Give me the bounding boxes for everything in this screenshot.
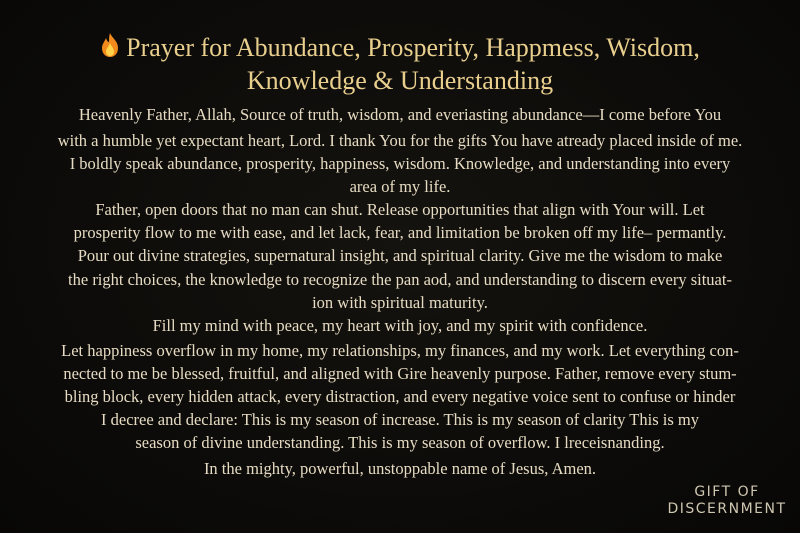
prayer-line: Fill my mind with peace, my heart with joy, and my spirit with confidence. [152, 316, 648, 335]
title-line-1 [20, 32, 780, 65]
prayer-line: the right choices, the knowledge to recognize the pan aod, and understanding to discern every situat- [68, 270, 732, 289]
prayer-line: bling block, every hidden attack, every distraction, and every negative voice sent to confuse or hinder [64, 387, 736, 406]
prayer-line: Heavenly Father, Allah, Source of truth, wisdom, and everiasting abundance—I come before You [78, 105, 722, 124]
prayer-line: I boldly speak abundance, prosperity, happiness, wisdom. Knowledge, and understanding into every [69, 154, 731, 173]
title-text-1: Prayer for Abundance, Prosperity, Happmess, Wisdom, [126, 33, 700, 62]
prayer-line: area of my life. [349, 177, 451, 196]
prayer-line: nected to me be blessed, fruitful, and aligned with Gire heavenly purpose. Father, remove every stum- [63, 364, 737, 383]
brand-line-1: GIFT OF [694, 484, 760, 500]
prayer-line: Let happiness overflow in my home, my relationships, my finances, and my work. Let everything con- [61, 341, 739, 360]
prayer-title [20, 32, 780, 96]
fire-icon [100, 32, 120, 65]
brand-logo [662, 484, 792, 518]
prayer-line: season of divine understanding. This is my season of overflow. I lreceisnanding. [135, 433, 665, 452]
prayer-closing: In the mighty, powerful, unstoppable name of Jesus, Amen. [203, 459, 597, 478]
title-line-2: Knowledge & Understanding [246, 66, 554, 95]
prayer-line: ion with spiritual maturity. [312, 293, 488, 312]
prayer-line: with a humble yet expectant heart, Lord. I thank You for the gifts You have atready placed inside of me. [57, 131, 743, 150]
prayer-line: prosperity flow to me with ease, and let lack, fear, and limitation be broken off my life– permantly. [73, 223, 727, 242]
prayer-line: Father, open doors that no man can shut. Release opportunities that align with Your will. Let [95, 200, 705, 219]
prayer-line: I decree and declare: This is my season of increase. This is my season of clarity This is my [101, 410, 699, 429]
prayer-line: Pour out divine strategies, supernatural insight, and spiritual clarity. Give me the wisdom to make [77, 246, 723, 265]
brand-line-2: DISCERNMENT [667, 501, 787, 517]
